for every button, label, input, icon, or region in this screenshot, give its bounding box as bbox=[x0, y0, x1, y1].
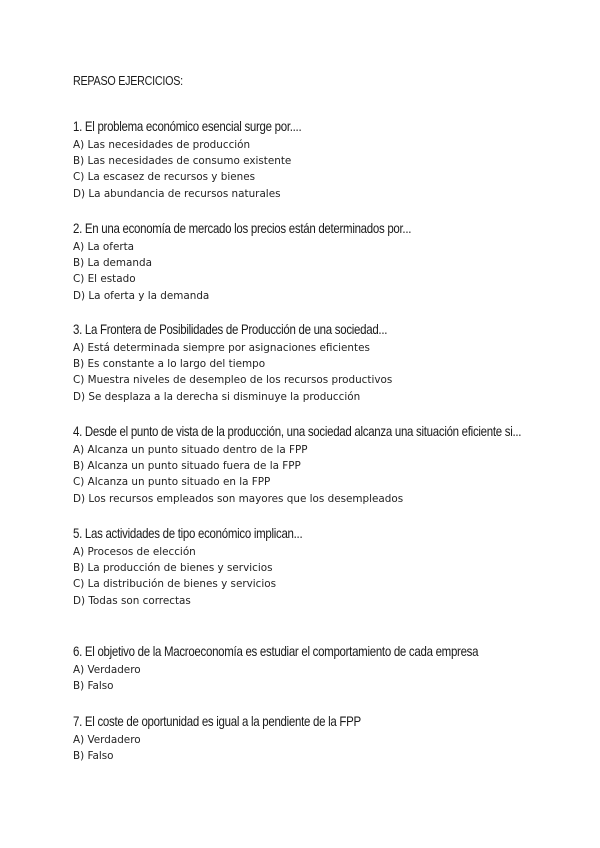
option-b: B) Es constante a lo largo del tiempo bbox=[73, 358, 266, 371]
question-title: 2. En una economía de mercado los precios están determinados por... bbox=[73, 220, 412, 236]
option-a: A) Verdadero bbox=[73, 734, 141, 746]
question-title: 4. Desde el punto de vista de la producción, una sociedad alcanza una situación eficiente si... bbox=[73, 423, 522, 439]
option-b: B) Las necesidades de consumo existente bbox=[73, 155, 292, 168]
question-1 bbox=[73, 117, 593, 202]
option-b: B) Falso bbox=[73, 680, 114, 693]
question-5 bbox=[73, 524, 593, 609]
option-c: C) Alcanza un punto situado en la FPP bbox=[73, 476, 271, 489]
option-a: A) Alcanza un punto situado dentro de la FPP bbox=[73, 444, 308, 456]
option-b: B) La producción de bienes y servicios bbox=[73, 562, 273, 575]
question-4 bbox=[73, 422, 593, 507]
question-7 bbox=[73, 712, 593, 764]
option-d: D) La abundancia de recursos naturales bbox=[73, 187, 281, 200]
question-2 bbox=[73, 219, 593, 304]
option-a: A) Las necesidades de producción bbox=[73, 139, 251, 151]
option-d: D) Los recursos empleados son mayores que los desempleados bbox=[73, 492, 404, 505]
option-d: D) Todas son correctas bbox=[73, 594, 191, 607]
option-c: C) La escasez de recursos y bienes bbox=[73, 171, 256, 184]
option-a: A) Está determinada siempre por asignaciones eficientes bbox=[73, 342, 370, 354]
option-a: A) Verdadero bbox=[73, 664, 141, 676]
question-title: 1. El problema económico esencial surge por.... bbox=[73, 118, 302, 134]
option-b: B) La demanda bbox=[73, 257, 152, 270]
option-d: D) Se desplaza a la derecha si disminuye la producción bbox=[73, 390, 361, 403]
question-title: 5. Las actividades de tipo económico implican... bbox=[73, 525, 303, 541]
question-3 bbox=[73, 320, 593, 405]
option-c: C) La distribución de bienes y servicios bbox=[73, 578, 277, 591]
question-title: 3. La Frontera de Posibilidades de Producción de una sociedad... bbox=[73, 321, 388, 337]
page-heading: REPASO EJERCICIOS: bbox=[73, 74, 183, 88]
question-title: 7. El coste de oportunidad es igual a la pendiente de la FPP bbox=[73, 713, 361, 729]
option-c: C) El estado bbox=[73, 273, 136, 286]
option-b: B) Falso bbox=[73, 750, 114, 763]
option-c: C) Muestra niveles de desempleo de los recursos productivos bbox=[73, 374, 393, 387]
option-b: B) Alcanza un punto situado fuera de la FPP bbox=[73, 460, 301, 473]
option-a: A) La oferta bbox=[73, 241, 135, 253]
option-d: D) La oferta y la demanda bbox=[73, 289, 210, 302]
question-6 bbox=[73, 642, 593, 694]
option-a: A) Procesos de elección bbox=[73, 546, 196, 558]
question-title: 6. El objetivo de la Macroeconomía es estudiar el comportamiento de cada empresa bbox=[73, 643, 479, 659]
